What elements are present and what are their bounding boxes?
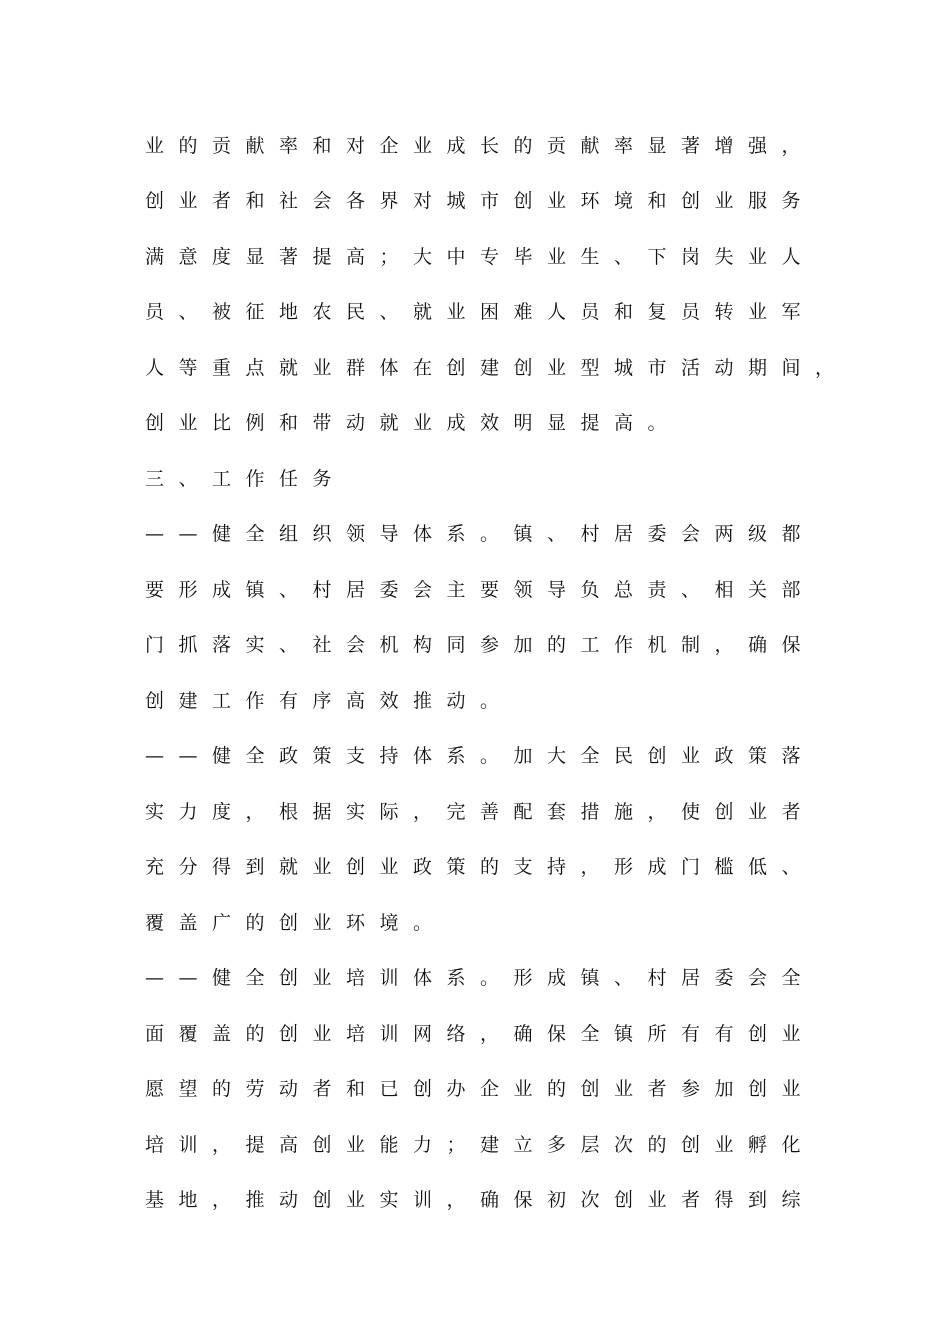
text-line: 充分得到就业创业政策的支持，形成门槛低、 [145, 856, 816, 878]
text-line: ——健全创业培训体系。形成镇、村居委会全 [145, 967, 816, 989]
text-line: 创业者和社会各界对城市创业环境和创业服务 [145, 190, 816, 212]
text-line: 面覆盖的创业培训网络，确保全镇所有有创业 [145, 1023, 816, 1045]
text-line: 满意度显著提高；大中专毕业生、下岗失业人 [145, 246, 816, 268]
text-line: ——健全政策支持体系。加大全民创业政策落 [145, 745, 816, 767]
text-line: 愿望的劳动者和已创办企业的创业者参加创业 [145, 1078, 816, 1100]
text-line: 基地，推动创业实训，确保初次创业者得到综 [145, 1189, 816, 1211]
text-line: 员、被征地农民、就业困难人员和复员转业军 [145, 301, 816, 323]
text-line: 创建工作有序高效推动。 [145, 690, 514, 712]
text-line: 业的贡献率和对企业成长的贡献率显著增强， [145, 135, 816, 157]
text-line: 要形成镇、村居委会主要领导负总责、相关部 [145, 579, 816, 601]
text-line: 覆盖广的创业环境。 [145, 912, 447, 934]
text-line: ——健全组织领导体系。镇、村居委会两级都 [145, 523, 816, 545]
text-line: 培训，提高创业能力；建立多层次的创业孵化 [145, 1134, 816, 1156]
text-line: 实力度，根据实际，完善配套措施，使创业者 [145, 801, 816, 823]
text-line: 门抓落实、社会机构同参加的工作机制，确保 [145, 634, 816, 656]
text-line: 创业比例和带动就业成效明显提高。 [145, 412, 682, 434]
text-line: 人等重点就业群体在创建创业型城市活动期间， [145, 357, 849, 379]
section-heading: 三、工作任务 [145, 468, 347, 490]
